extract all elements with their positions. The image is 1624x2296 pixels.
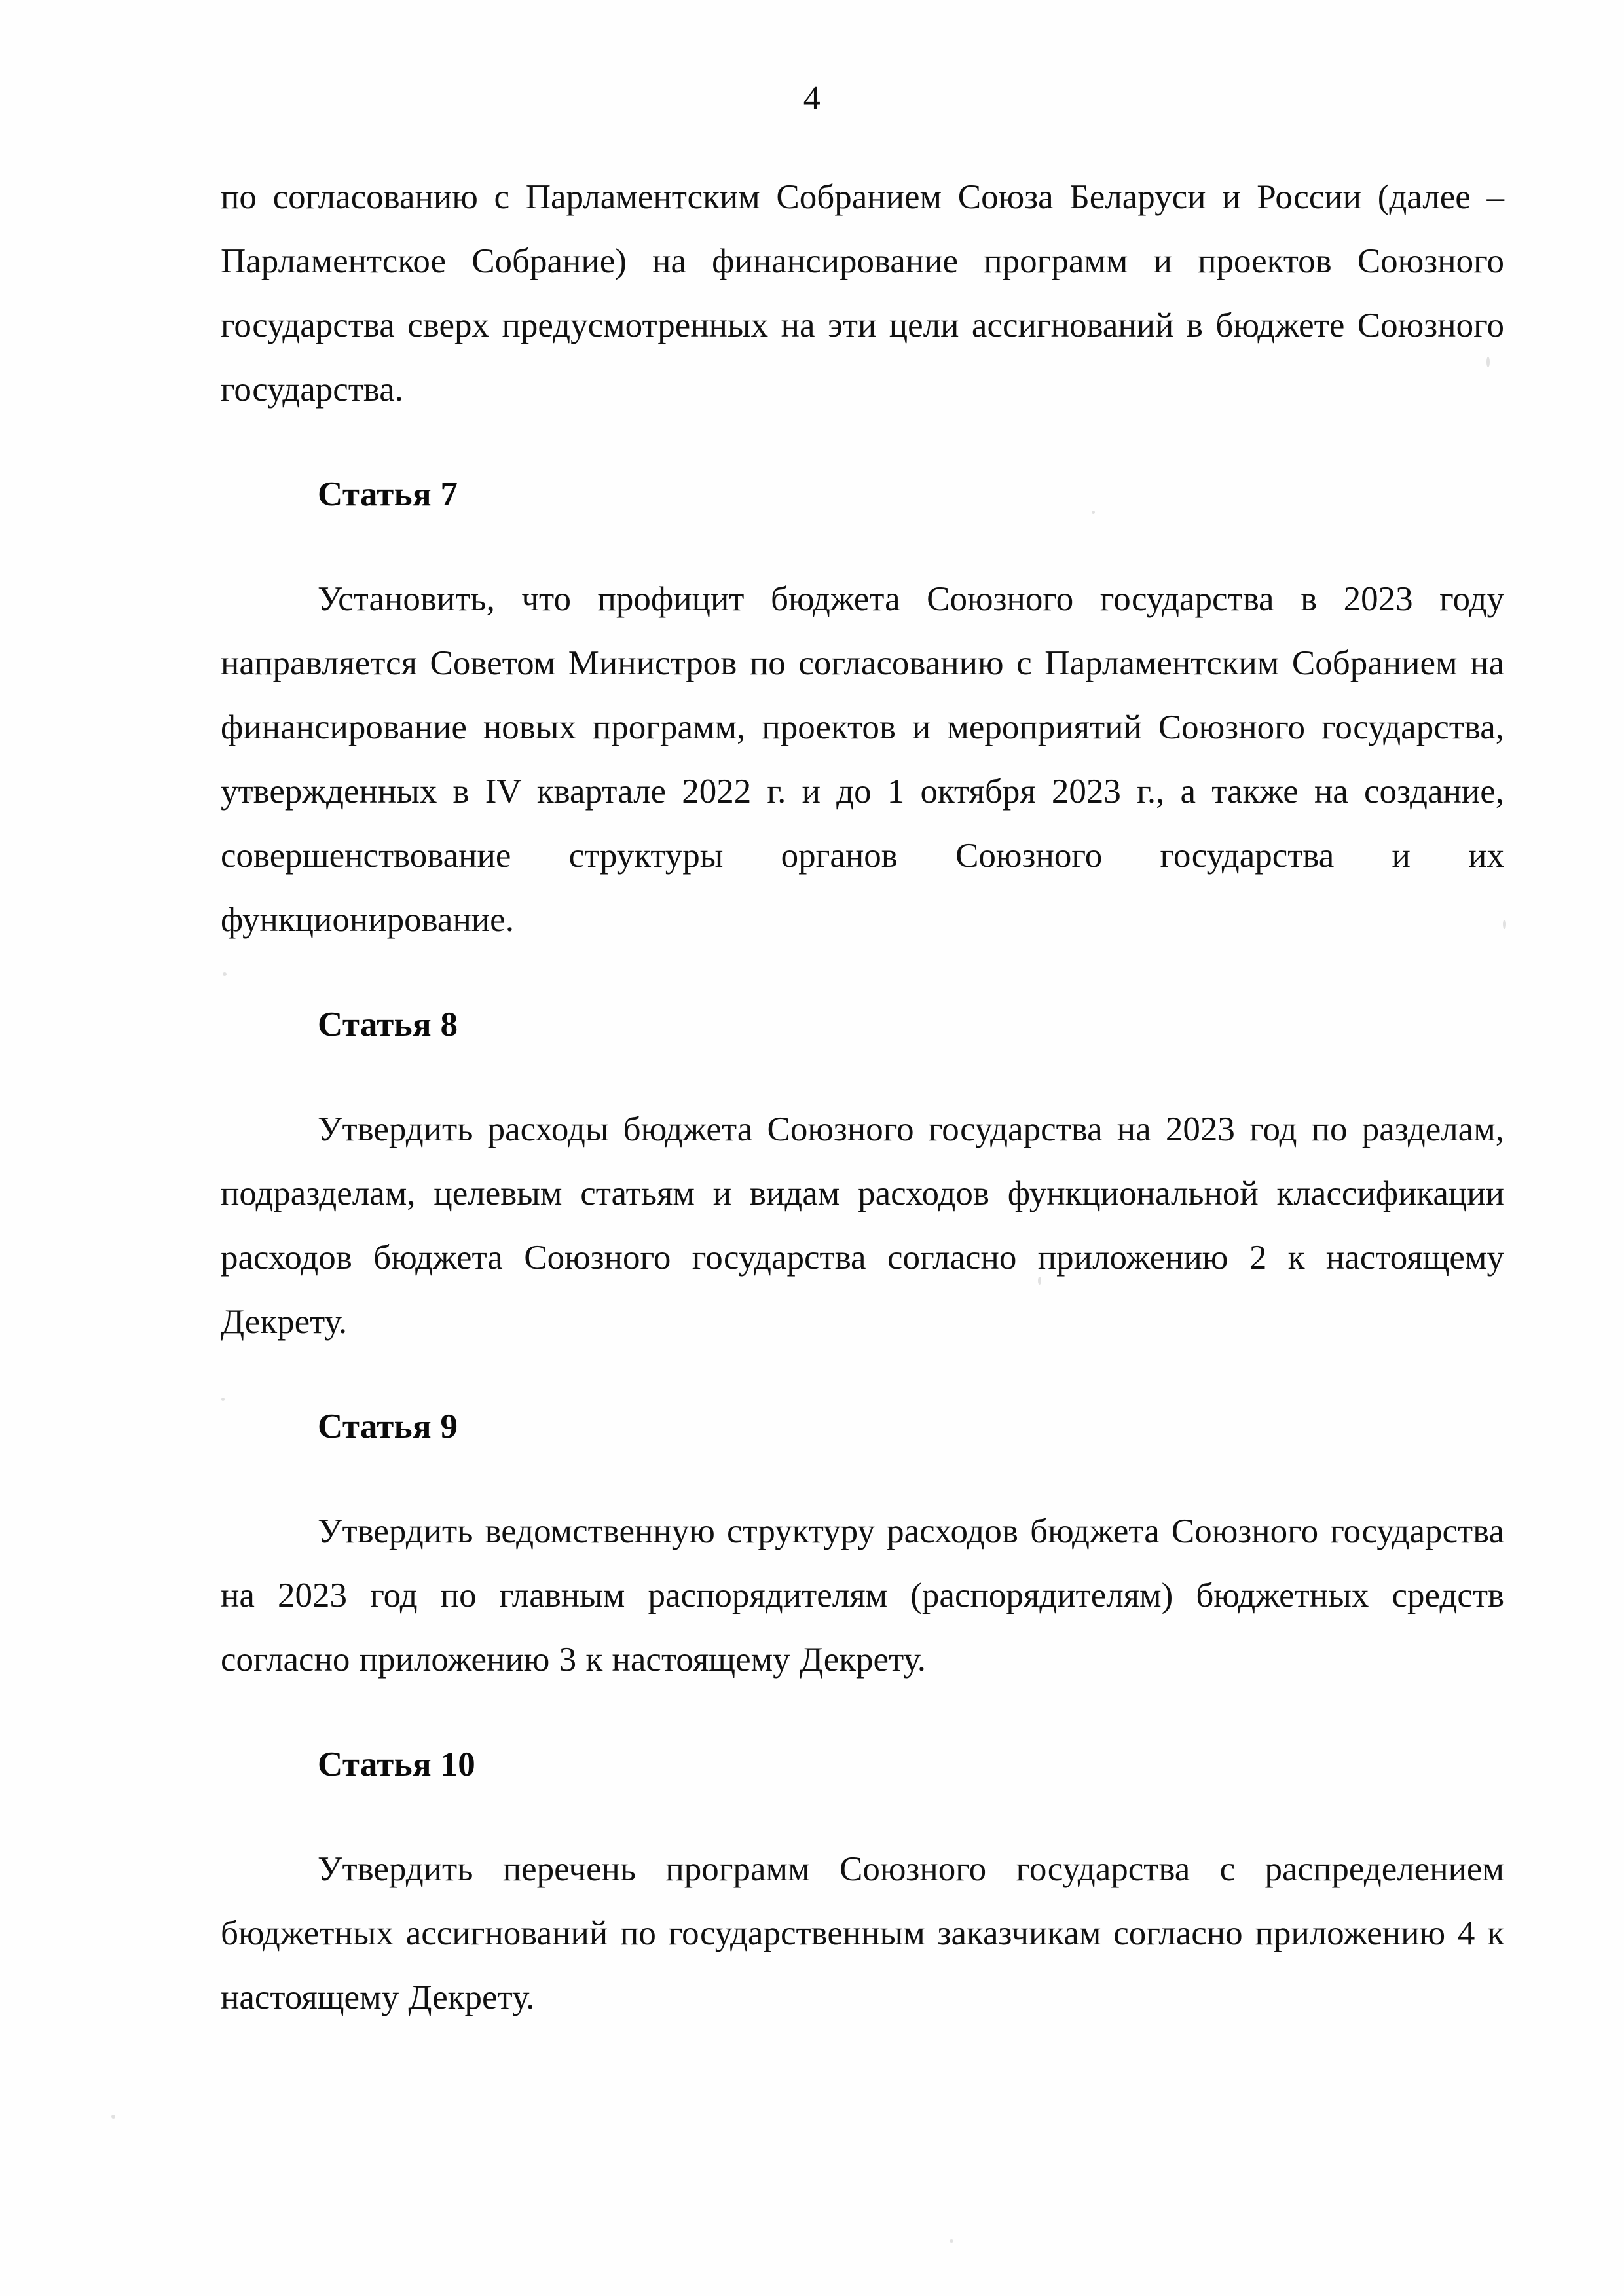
page-number: 4: [803, 80, 821, 117]
spacer: [221, 1354, 1504, 1394]
article-body-10: Утвердить перечень программ Союзного государства с распределением бюджетных ассигнований по государственным заказчикам согласно приложению 4 к настоящему Декрету.: [221, 1850, 1504, 2016]
article-heading-9: Статья 9: [318, 1408, 458, 1446]
scan-speck: [111, 2115, 115, 2119]
article-heading-10: Статья 10: [318, 1745, 476, 1783]
scan-speck: [950, 2239, 953, 2243]
spacer: [221, 1459, 1504, 1499]
spacer: [221, 526, 1504, 567]
article-body-8: Утвердить расходы бюджета Союзного государства на 2023 год по разделам, подразделам, целевым статьям и видам расходов функциональной классификации расходов бюджета Союзного государства согласно приложению 2 к настоящему Декрету.: [221, 1110, 1504, 1341]
article-body-9: Утвердить ведомственную структуру расходов бюджета Союзного государства на 2023 год по главным распорядителям (распорядителям) бюджетных средств согласно приложению 3 к настоящему Декрету.: [221, 1512, 1504, 1679]
spacer: [221, 1692, 1504, 1732]
spacer: [221, 1057, 1504, 1097]
spacer: [221, 952, 1504, 993]
spacer: [221, 422, 1504, 462]
spacer: [221, 1796, 1504, 1837]
intro-paragraph: по согласованию с Парламентским Собранием Союза Беларуси и России (далее – Парламентское Собрание) на финансирование программ и проектов Союзного государства сверх предусмотренных на эти цели ассигнований в бюджете Союзного государства.: [221, 178, 1504, 409]
article-heading-7: Статья 7: [318, 475, 458, 513]
article-heading-8: Статья 8: [318, 1006, 458, 1044]
article-body-7: Установить, что профицит бюджета Союзного государства в 2023 году направляется Советом Министров по согласованию с Парламентским Собранием на финансирование новых программ, проектов и мероприятий Союзного государства, утвержденных в IV квартале 2022 г. и до 1 октября 2023 г., а также на создание, совершенствование структуры органов Союзного государства и их функционирование.: [221, 580, 1504, 939]
document-body: [221, 165, 1504, 2030]
